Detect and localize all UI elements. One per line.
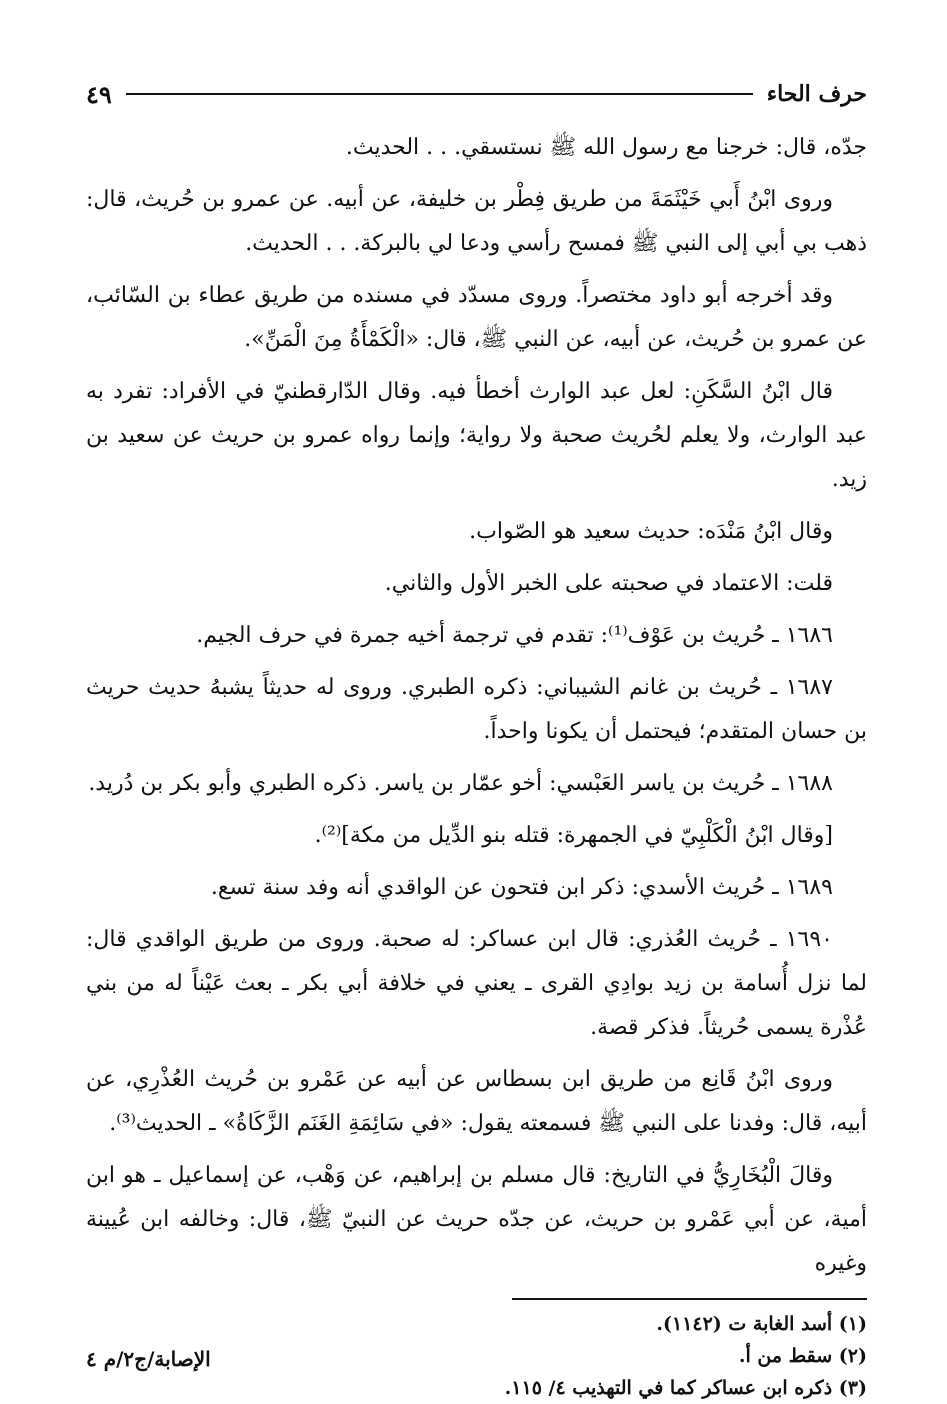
entry-paragraph: ١٦٨٨ ـ حُريث بن ياسر العَبْسي: أخو عمّار بن ياسر. ذكره الطبري وأبو بكر بن دُريد. <box>88 771 833 796</box>
footnote: (٣) ذكره ابن عساكر كما في التهذيب ٤/ ١١٥. <box>504 1377 867 1399</box>
paragraph: وقد أخرجه أبو داود مختصراً. وروى مسدّد في مسنده من طريق عطاء بن السّائب، عن عمرو بن حُريث، عن أبيه، عن النبي ﷺ، قال: «الْكَمْأَةُ مِنَ الْمَنِّ». <box>86 283 867 352</box>
paragraph: قال ابْنُ السَّكَنِ: لعل عبد الوارث أخطأ فيه. وقال الدّارقطنيّ في الأفراد: تفرد به عبد الوارث، ولا يعلم لحُريث صحبة ولا رواية؛ وإنما رواه عمرو بن حريث عن سعيد بن زيد. <box>86 379 867 492</box>
header-rule <box>126 93 753 95</box>
footnote: (١) أسد الغابة ت (١١٤٢). <box>656 1313 867 1335</box>
paragraph: جدّه، قال: خرجنا مع رسول الله ﷺ نستسقي. . . الحديث. <box>345 135 867 160</box>
paragraph: وروى ابْنُ قَانِع من طريق ابن بسطاس عن أبيه عن عَمْرو بن حُريث العُذْرِي، عن أبيه، قال: وفدنا على النبي ﷺ فسمعته يقول: «في سَائِمَةِ الغَنَم الزَّكَاةُ» ـ الحديث⁽³⁾. <box>86 1067 867 1136</box>
footnotes-rule <box>512 1298 867 1300</box>
page-header <box>86 74 867 114</box>
entry-paragraph: ١٦٨٧ ـ حُريث بن غانم الشيباني: ذكره الطبري. وروى له حديثاً يشبهُ حديث حريث بن حسان المتقدم؛ فيحتمل أن يكونا واحداً. <box>86 675 867 744</box>
page-body <box>86 126 867 1286</box>
paragraph: [وقال ابْنُ الْكَلْبِيّ في الجمهرة: قتله بنو الدِّيل من مكة]⁽²⁾. <box>314 823 833 848</box>
footnote: (٢) سقط من أ. <box>738 1345 867 1367</box>
entry-paragraph: ١٦٨٩ ـ حُريث الأسدي: ذكر ابن فتحون عن الواقدي أنه وفد سنة تسع. <box>210 875 833 900</box>
entry-paragraph: ١٦٨٦ ـ حُريث بن عَوْف⁽¹⁾: تقدم في ترجمة أخيه جمرة في حرف الجيم. <box>196 623 833 648</box>
paragraph: وروى ابْنُ أَبي خَيْثَمَةَ من طريق فِطْر بن خليفة، عن أبيه. عن عمرو بن حُريث، قال: ذهب بي أبي إلى النبي ﷺ فمسح رأسي ودعا لي بالبركة. . . الحديث. <box>86 187 867 256</box>
paragraph: قلت: الاعتماد في صحبته على الخبر الأول والثاني. <box>384 571 833 596</box>
entry-paragraph: ١٦٩٠ ـ حُريث العُذري: قال ابن عساكر: له صحبة. وروى من طريق الواقدي قال: لما نزل أُسامة بن زيد بوادِي القرى ـ يعني في خلافة أبي بكر ـ بعث عَيْناً له من بني عُذْرة يسمى حُريثاً. فذكر قصة. <box>86 927 867 1040</box>
paragraph: وقالَ الْبُخَارِيُّ في التاريخ: قال مسلم بن إبراهيم، عن وَهْب، عن إسماعيل ـ هو ابن أمية، عن أبي عَمْرو بن حريث، عن جدّه حريث عن النبيّ ﷺ، قال: وخالفه ابن عُيينة وغيره <box>86 1163 867 1276</box>
paragraph: وقال ابْنُ مَنْدَه: حديث سعيد هو الصّواب. <box>469 519 833 544</box>
page-number: ٤٩ <box>86 79 112 109</box>
signature-mark: الإصابة/ج٢/م ٤ <box>86 1347 211 1371</box>
running-title: حرف الحاء <box>766 81 867 107</box>
